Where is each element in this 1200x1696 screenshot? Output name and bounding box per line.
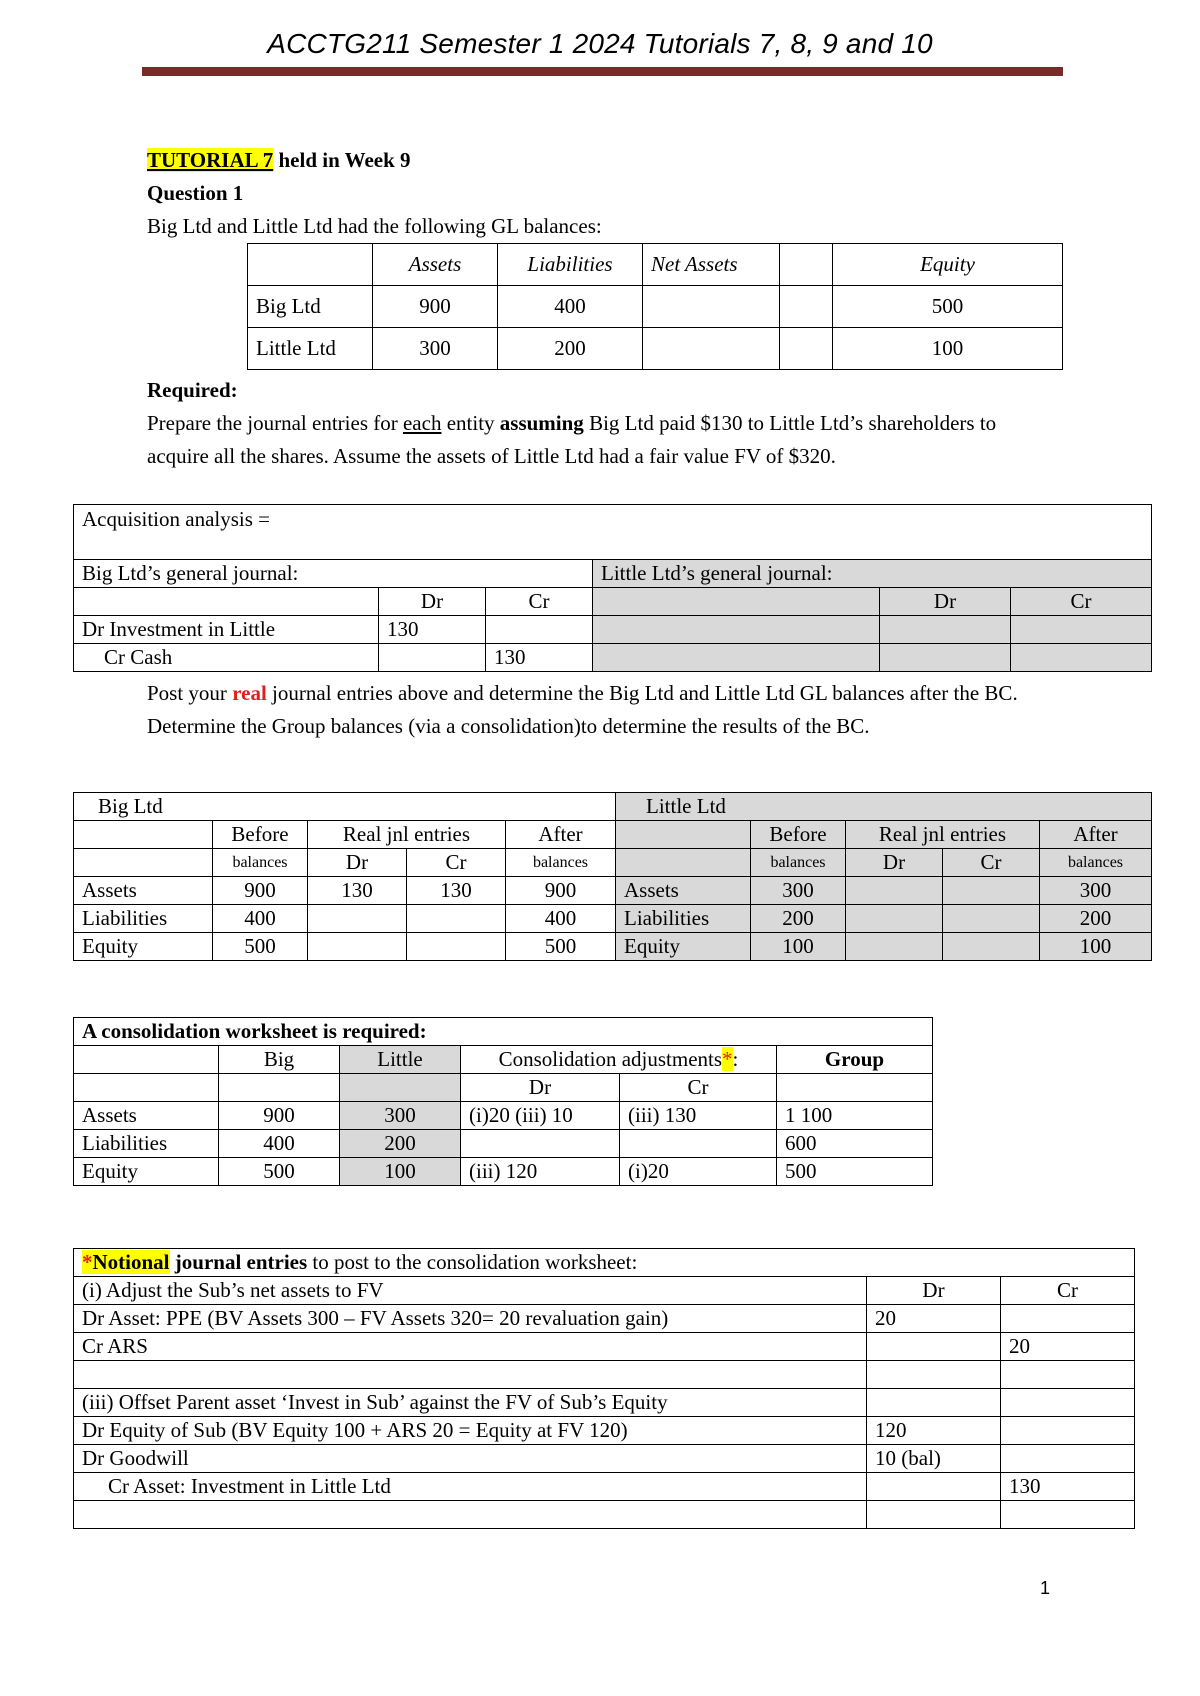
table-cell [74, 1046, 219, 1074]
table-cell [74, 821, 213, 849]
table-cell: 130 [486, 644, 593, 672]
table-cell [880, 616, 1011, 644]
table-row [74, 560, 1152, 588]
required-section [147, 374, 1047, 473]
table-header: Liabilities [498, 244, 643, 286]
table-header: Equity [833, 244, 1063, 286]
table-row [74, 1501, 1135, 1529]
table-cell [880, 644, 1011, 672]
table-cell: 130 [407, 877, 506, 905]
asterisk-marker: * [722, 1047, 733, 1071]
table-header: balances [751, 849, 846, 877]
post-instructions [147, 677, 1047, 743]
header-rule [142, 67, 1063, 76]
table-cell: 1 100 [777, 1102, 933, 1130]
table-row [74, 644, 1152, 672]
table-cell [616, 849, 751, 877]
asterisk-marker: * [82, 1250, 93, 1274]
table-cell [248, 244, 373, 286]
table-cell: 500 [213, 933, 308, 961]
notional-word: Notional [92, 1250, 170, 1274]
table-row [74, 1389, 1135, 1417]
table-cell [643, 286, 780, 328]
gl-balances-table [247, 243, 1063, 370]
table-cell [1001, 1305, 1135, 1333]
table-header: Dr [308, 849, 407, 877]
table-cell [780, 328, 833, 370]
table-header: Dr [867, 1277, 1001, 1305]
consolidation-worksheet [73, 1017, 933, 1186]
table-cell [777, 1074, 933, 1102]
table-row [74, 1473, 1135, 1501]
table-cell: 200 [751, 905, 846, 933]
table-cell [486, 616, 593, 644]
table-header: Cr [407, 849, 506, 877]
table-cell: 600 [777, 1130, 933, 1158]
table-cell: Equity [616, 933, 751, 961]
table-row [74, 793, 1152, 821]
table-cell: Assets [74, 877, 213, 905]
table-row [74, 1074, 933, 1102]
journal-entries-word: journal entries [169, 1250, 308, 1274]
little-journal-title: Little Ltd’s general journal: [593, 560, 1152, 588]
table-cell: Cr ARS [74, 1333, 867, 1361]
table-cell: Dr Equity of Sub (BV Equity 100 + ARS 20 = Equity at FV 120) [74, 1417, 867, 1445]
table-header: balances [213, 849, 308, 877]
table-cell [379, 644, 486, 672]
table-cell [943, 905, 1040, 933]
post-text-real: real [232, 681, 267, 705]
table-cell [74, 588, 379, 616]
table-cell [74, 1074, 219, 1102]
table-row [74, 1445, 1135, 1473]
table-cell: (i)20 [620, 1158, 777, 1186]
table-cell [867, 1389, 1001, 1417]
table-row [74, 1277, 1135, 1305]
table-cell [219, 1074, 340, 1102]
table-cell [74, 1501, 867, 1529]
consolidation-title: A consolidation worksheet is required: [74, 1018, 933, 1046]
colon: : [732, 1047, 739, 1071]
table-cell: 20 [1001, 1333, 1135, 1361]
acquisition-analysis: Acquisition analysis = [74, 505, 1152, 560]
table-row [74, 1249, 1135, 1277]
question-heading: Question 1 [147, 181, 244, 205]
required-text-each: each [402, 411, 442, 435]
table-cell: 100 [1040, 933, 1152, 961]
table-row [74, 933, 1152, 961]
table-header: Dr [379, 588, 486, 616]
required-text-part: Big Ltd paid $130 to Little Ltd’s shareholders to acquire all the shares. Assume the assets of Little Ltd had a fair value FV of $320. [147, 411, 997, 468]
table-row [74, 1361, 1135, 1389]
table-cell: 130 [308, 877, 407, 905]
table-cell [867, 1473, 1001, 1501]
table-cell: 300 [751, 877, 846, 905]
table-row [74, 1158, 933, 1186]
table-cell [1011, 616, 1152, 644]
table-cell: Liabilities [74, 905, 213, 933]
table-cell [616, 821, 751, 849]
table-cell: Liabilities [616, 905, 751, 933]
table-cell [943, 933, 1040, 961]
table-cell [867, 1361, 1001, 1389]
table-row [74, 1305, 1135, 1333]
table-cell: 300 [373, 328, 498, 370]
table-cell: Dr Goodwill [74, 1445, 867, 1473]
table-cell: 500 [777, 1158, 933, 1186]
table-cell [1001, 1417, 1135, 1445]
table-cell: 400 [213, 905, 308, 933]
required-label: Required: [147, 378, 238, 402]
table-cell: 130 [1001, 1473, 1135, 1501]
page-header-title: ACCTG211 Semester 1 2024 Tutorials 7, 8, 9 and 10 [267, 28, 933, 59]
consolidation-adjustments-label: Consolidation adjustments [498, 1047, 723, 1071]
table-cell: 500 [219, 1158, 340, 1186]
table-cell: (iii) 130 [620, 1102, 777, 1130]
notional-title-rest: to post to the consolidation worksheet: [307, 1250, 638, 1274]
table-cell: Liabilities [74, 1130, 219, 1158]
required-text [147, 407, 1047, 473]
table-cell [846, 905, 943, 933]
table-header: Real jnl entries [846, 821, 1040, 849]
table-cell [780, 286, 833, 328]
table-cell [1001, 1501, 1135, 1529]
table-cell [74, 1361, 867, 1389]
table-cell: Dr Asset: PPE (BV Assets 300 – FV Assets 320= 20 revaluation gain) [74, 1305, 867, 1333]
table-cell: 200 [340, 1130, 461, 1158]
table-cell: 900 [213, 877, 308, 905]
table-header: Group [777, 1046, 933, 1074]
table-cell: 100 [833, 328, 1063, 370]
post-text-part: journal entries above and determine the Big Ltd and Little Ltd GL balances after the BC. Determine the Group balances (via a consolidation)to determine the results of the BC. [147, 681, 1018, 738]
table-cell: 400 [498, 286, 643, 328]
little-balances-title: Little Ltd [616, 793, 1152, 821]
table-row [248, 328, 1063, 370]
table-cell: 10 (bal) [867, 1445, 1001, 1473]
table-cell: 400 [506, 905, 616, 933]
table-cell: (i) Adjust the Sub’s net assets to FV [74, 1277, 867, 1305]
table-cell: 200 [498, 328, 643, 370]
table-row [74, 588, 1152, 616]
tutorial-title-highlight: TUTORIAL 7 [147, 148, 274, 172]
table-header: Little [340, 1046, 461, 1074]
table-header: balances [506, 849, 616, 877]
table-cell: Dr Investment in Little [74, 616, 379, 644]
table-header: Cr [943, 849, 1040, 877]
table-header: Net Assets [643, 244, 780, 286]
table-header: After [506, 821, 616, 849]
table-header [461, 1046, 777, 1074]
table-cell: 500 [833, 286, 1063, 328]
table-cell [308, 905, 407, 933]
table-cell [340, 1074, 461, 1102]
table-row [74, 905, 1152, 933]
table-cell [1011, 644, 1152, 672]
table-header: Cr [1011, 588, 1152, 616]
table-cell: 500 [506, 933, 616, 961]
table-header: Assets [373, 244, 498, 286]
table-header: Dr [461, 1074, 620, 1102]
table-cell: 130 [379, 616, 486, 644]
table-cell: Assets [616, 877, 751, 905]
table-cell [867, 1501, 1001, 1529]
table-row [248, 286, 1063, 328]
table-header: Big [219, 1046, 340, 1074]
table-cell [1001, 1361, 1135, 1389]
big-balances-title: Big Ltd [74, 793, 616, 821]
table-cell: Equity [74, 1158, 219, 1186]
table-cell: 120 [867, 1417, 1001, 1445]
required-text-assuming: assuming [499, 411, 584, 435]
page-number: 1 [1040, 1578, 1051, 1598]
table-cell [74, 849, 213, 877]
table-cell [1001, 1389, 1135, 1417]
table-cell: 300 [1040, 877, 1152, 905]
table-cell [943, 877, 1040, 905]
table-cell: Equity [74, 933, 213, 961]
table-row [74, 1130, 933, 1158]
tutorial-title [147, 144, 1047, 177]
table-cell: Cr Asset: Investment in Little Ltd [74, 1473, 867, 1501]
table-cell [461, 1130, 620, 1158]
required-text-part: Prepare the journal entries for [147, 411, 403, 435]
table-header: Real jnl entries [308, 821, 506, 849]
post-text-part: Post your [147, 681, 233, 705]
table-row [74, 1018, 933, 1046]
table-cell: Little Ltd [248, 328, 373, 370]
table-header [780, 244, 833, 286]
tutorial-title-rest: held in Week 9 [273, 148, 411, 172]
table-cell: 900 [219, 1102, 340, 1130]
general-journal-table [73, 504, 1152, 672]
big-journal-title: Big Ltd’s general journal: [74, 560, 593, 588]
table-header: After [1040, 821, 1152, 849]
table-row [248, 244, 1063, 286]
table-header: Before [213, 821, 308, 849]
table-header: Cr [486, 588, 593, 616]
table-row [74, 1417, 1135, 1445]
table-cell: (i)20 (iii) 10 [461, 1102, 620, 1130]
table-cell [593, 616, 880, 644]
table-row [74, 849, 1152, 877]
table-cell: 100 [340, 1158, 461, 1186]
table-cell: 900 [373, 286, 498, 328]
table-cell: (iii) 120 [461, 1158, 620, 1186]
table-cell: 400 [219, 1130, 340, 1158]
table-cell: Assets [74, 1102, 219, 1130]
table-row [74, 1333, 1135, 1361]
table-row [74, 821, 1152, 849]
table-cell: 300 [340, 1102, 461, 1130]
table-row [74, 1046, 933, 1074]
question-intro: Big Ltd and Little Ltd had the following GL balances: [147, 214, 602, 238]
table-row [74, 877, 1152, 905]
table-row [74, 1102, 933, 1130]
table-cell [1001, 1445, 1135, 1473]
table-header: balances [1040, 849, 1152, 877]
balances-table [73, 792, 1152, 961]
table-cell: 200 [1040, 905, 1152, 933]
table-header: Before [751, 821, 846, 849]
table-cell [620, 1130, 777, 1158]
table-cell: Big Ltd [248, 286, 373, 328]
table-cell [407, 905, 506, 933]
table-cell: 900 [506, 877, 616, 905]
table-cell [643, 328, 780, 370]
table-cell: 100 [751, 933, 846, 961]
table-cell: (iii) Offset Parent asset ‘Invest in Sub’ against the FV of Sub’s Equity [74, 1389, 867, 1417]
notional-title [74, 1249, 1135, 1277]
table-cell [593, 644, 880, 672]
table-cell [867, 1333, 1001, 1361]
required-text-part: entity [441, 411, 500, 435]
table-row [74, 505, 1152, 560]
table-row [74, 616, 1152, 644]
table-cell [407, 933, 506, 961]
table-header: Cr [620, 1074, 777, 1102]
table-header: Dr [846, 849, 943, 877]
table-cell [846, 933, 943, 961]
table-cell [308, 933, 407, 961]
table-cell: Cr Cash [74, 644, 379, 672]
table-cell [846, 877, 943, 905]
table-header: Cr [1001, 1277, 1135, 1305]
tutorial-intro [147, 144, 1047, 243]
table-cell [593, 588, 880, 616]
notional-journal-table [73, 1248, 1135, 1529]
table-cell: 20 [867, 1305, 1001, 1333]
table-header: Dr [880, 588, 1011, 616]
